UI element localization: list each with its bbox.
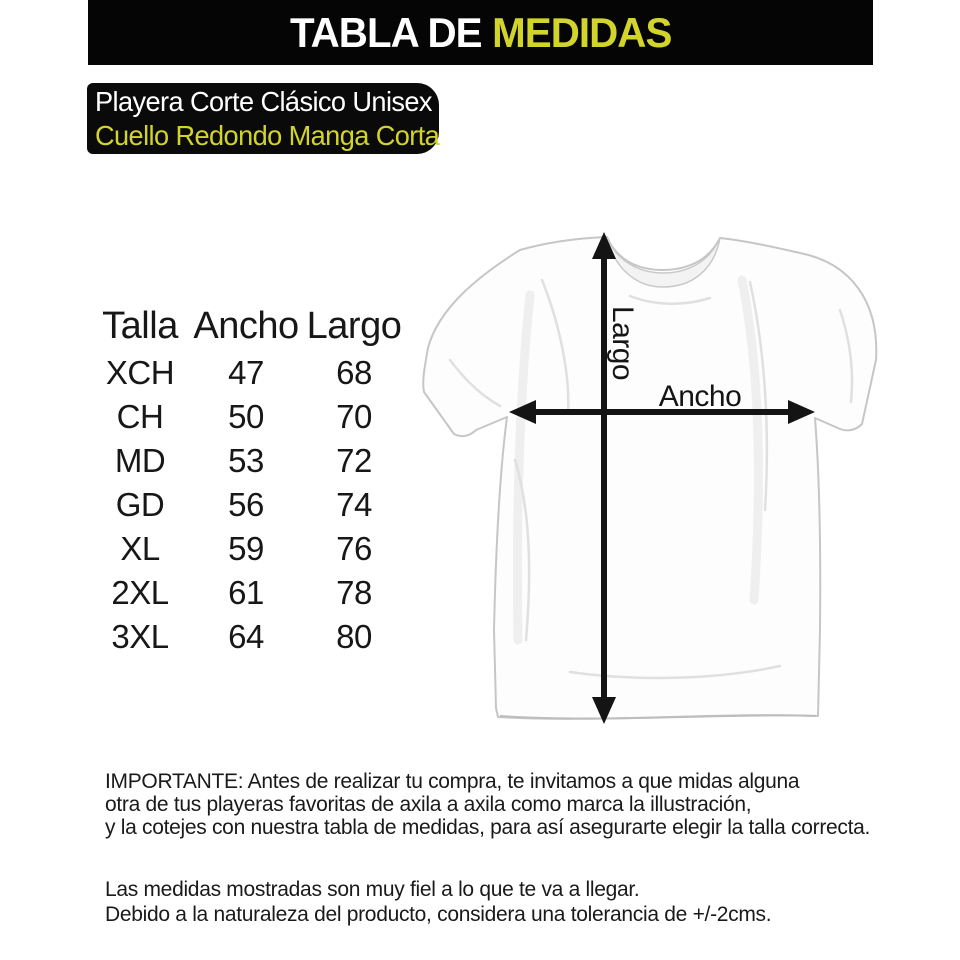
- product-name: Playera Corte Clásico Unisex: [95, 86, 432, 117]
- cell-size: CH: [116, 398, 164, 435]
- important-note-line: IMPORTANTE: Antes de realizar tu compra, te invitamos a que midas alguna: [105, 770, 800, 793]
- title-banner: [88, 0, 873, 65]
- cell-width: 59: [228, 530, 264, 567]
- page-title: [289, 8, 672, 56]
- table-row: [88, 395, 418, 439]
- cell-width: 53: [228, 442, 264, 479]
- page-title-white: TABLA DE: [289, 8, 482, 56]
- cell-length: 74: [336, 486, 372, 523]
- cell-width: 56: [228, 486, 264, 523]
- tolerance-note: [105, 877, 905, 927]
- page-title-yellow: MEDIDAS: [492, 8, 672, 56]
- cell-size: MD: [114, 442, 166, 479]
- cell-size: XL: [120, 530, 160, 567]
- tshirt-measurement-diagram: [420, 210, 960, 750]
- cell-size: 2XL: [111, 574, 169, 611]
- product-description-box: [87, 83, 439, 154]
- size-table: [88, 303, 418, 659]
- important-note-line: y la cotejes con nuestra tabla de medidas, para así asegurarte elegir la talla correcta.: [105, 816, 871, 839]
- product-style: Cuello Redondo Manga Corta: [95, 120, 440, 151]
- cell-length: 80: [336, 618, 372, 655]
- cell-length: 76: [336, 530, 372, 567]
- table-row: [88, 351, 418, 395]
- table-row: [88, 527, 418, 571]
- cell-width: 50: [228, 398, 264, 435]
- ancho-label: Ancho: [658, 380, 742, 413]
- largo-label: Largo: [606, 305, 639, 381]
- important-note: [105, 770, 905, 839]
- cell-size: 3XL: [111, 618, 169, 655]
- tolerance-note-line: Las medidas mostradas son muy fiel a lo que te va a llegar.: [105, 878, 640, 901]
- cell-length: 70: [336, 398, 372, 435]
- cell-width: 61: [228, 574, 264, 611]
- table-row: [88, 615, 418, 659]
- cell-size: XCH: [105, 354, 175, 391]
- table-row: [88, 483, 418, 527]
- tolerance-note-line: Debido a la naturaleza del producto, considera una tolerancia de +/-2cms.: [105, 903, 772, 926]
- table-header-row: [88, 303, 418, 349]
- header-ancho: Ancho: [193, 305, 299, 347]
- header-largo: Largo: [306, 305, 402, 347]
- table-row: [88, 571, 418, 615]
- important-note-line: otra de tus playeras favoritas de axila a axila como marca la illustración,: [105, 793, 752, 816]
- header-talla: Talla: [102, 305, 178, 347]
- cell-length: 68: [336, 354, 372, 391]
- cell-width: 64: [228, 618, 264, 655]
- table-row: [88, 439, 418, 483]
- cell-length: 72: [336, 442, 372, 479]
- cell-length: 78: [336, 574, 372, 611]
- tshirt-illustration: [423, 237, 876, 719]
- cell-size: GD: [115, 486, 165, 523]
- cell-width: 47: [228, 354, 264, 391]
